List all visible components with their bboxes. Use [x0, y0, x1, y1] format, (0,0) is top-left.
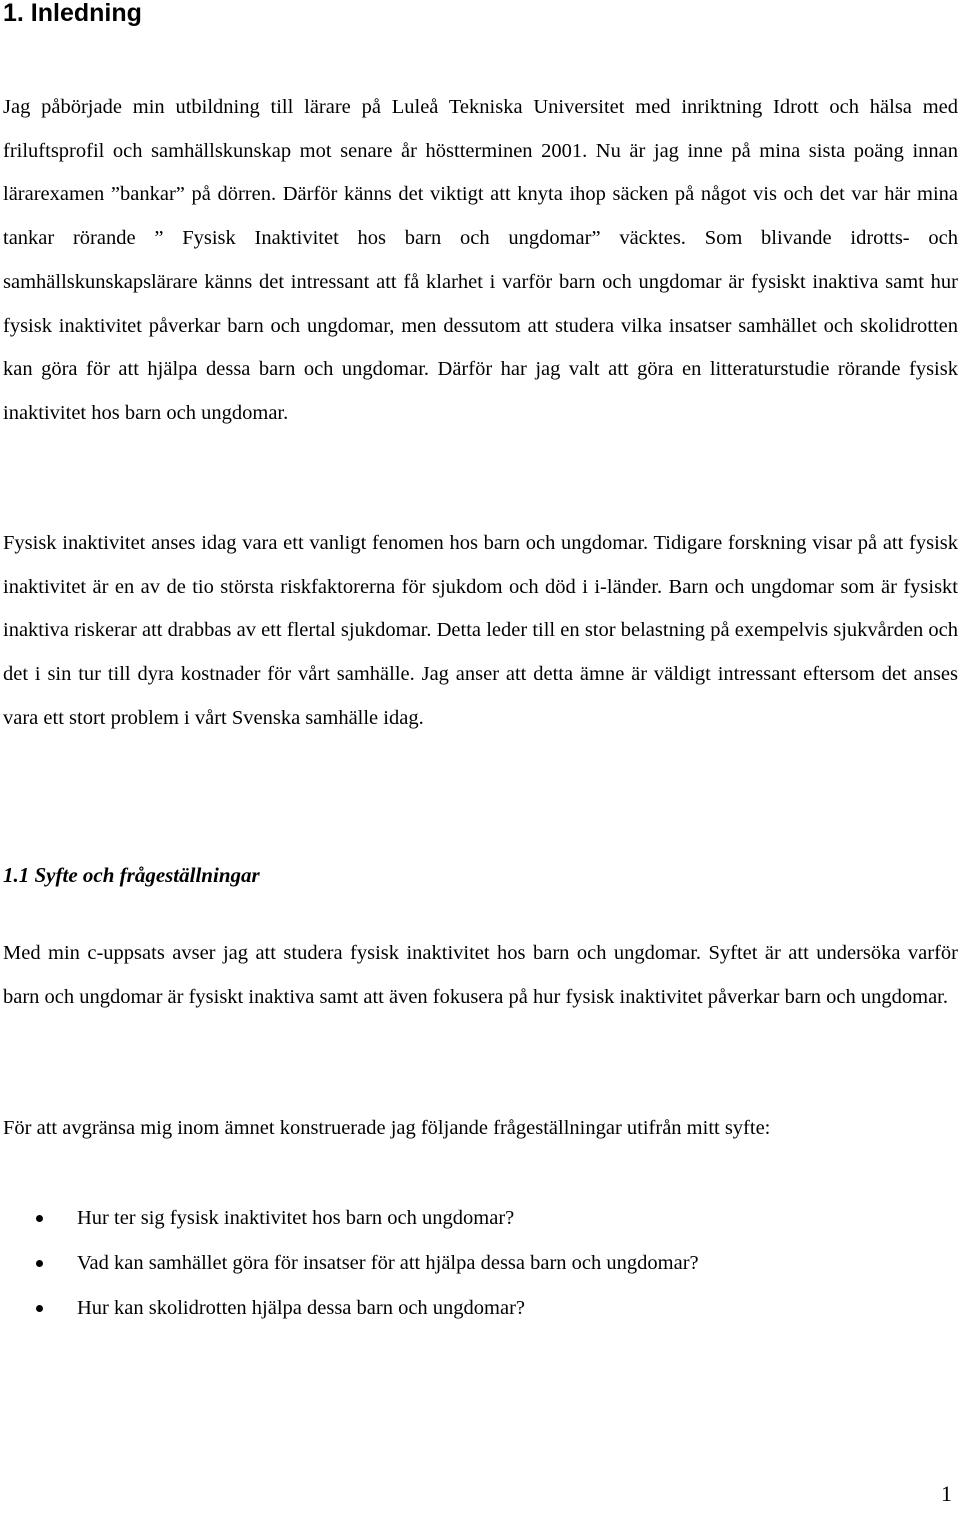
bullet-icon	[36, 1260, 43, 1267]
bullet-icon	[36, 1305, 43, 1312]
background-paragraph: Fysisk inaktivitet anses idag vara ett vanligt fenomen hos barn och ungdomar. Tidigare forskning visar på att fysisk inaktivitet är en av de tio största riskfaktorerna för sjukdom och död i i-länder. Barn och ungdomar som är fysiskt inaktiva riskerar att drabbas av ett flertal sjukdomar. Detta leder till en stor belastning på exempelvis sjukvården och det i sin tur till dyra kostnader för vårt samhälle. Jag anser att detta ämne är väldigt intressant eftersom det anses vara ett stort problem i vårt Svenska samhälle idag.	[3, 532, 958, 729]
chapter-heading: 1. Inledning	[3, 0, 142, 27]
section-heading: 1.1 Syfte och frågeställningar	[3, 863, 260, 887]
questions-intro-paragraph: För att avgränsa mig inom ämnet konstruerade jag följande frågeställningar utifrån mitt syfte:	[3, 1117, 771, 1139]
research-questions-list	[0, 1196, 955, 1330]
list-item	[0, 1196, 955, 1241]
list-item	[0, 1286, 955, 1331]
purpose-paragraph: Med min c-uppsats avser jag att studera fysisk inaktivitet hos barn och ungdomar. Syftet är att undersöka varför barn och ungdomar är fysiskt inaktiva samt att även fokusera på hur fysisk inaktivitet påverkar barn och ungdomar.	[3, 942, 958, 1008]
research-question-text: Hur ter sig fysisk inaktivitet hos barn och ungdomar?	[77, 1207, 515, 1229]
intro-paragraph: Jag påbörjade min utbildning till lärare på Luleå Tekniska Universitet med inriktning Idrott och hälsa med friluftsprofil och samhällskunskap mot senare år höstterminen 2001. Nu är jag inne på mina sista poäng innan lärarexamen ”bankar” på dörren. Därför känns det viktigt att knyta ihop säcken på något vis och det var här mina tankar rörande ” Fysisk Inaktivitet hos barn och ungdomar” väcktes. Som blivande idrotts- och samhällskunskapslärare känns det intressant att få klarhet i varför barn och ungdomar är fysiskt inaktiva samt hur fysisk inaktivitet påverkar barn och ungdomar, men dessutom att studera vilka insatser samhället och skolidrotten kan göra för att hjälpa dessa barn och ungdomar. Därför har jag valt att göra en litteraturstudie rörande fysisk inaktivitet hos barn och ungdomar.	[3, 96, 958, 424]
research-question-text: Vad kan samhället göra för insatser för att hjälpa dessa barn och ungdomar?	[77, 1251, 699, 1274]
list-item	[0, 1241, 955, 1286]
research-question-text: Hur kan skolidrotten hjälpa dessa barn och ungdomar?	[77, 1296, 526, 1319]
page-number: 1	[941, 1481, 952, 1506]
bullet-icon	[36, 1215, 43, 1222]
